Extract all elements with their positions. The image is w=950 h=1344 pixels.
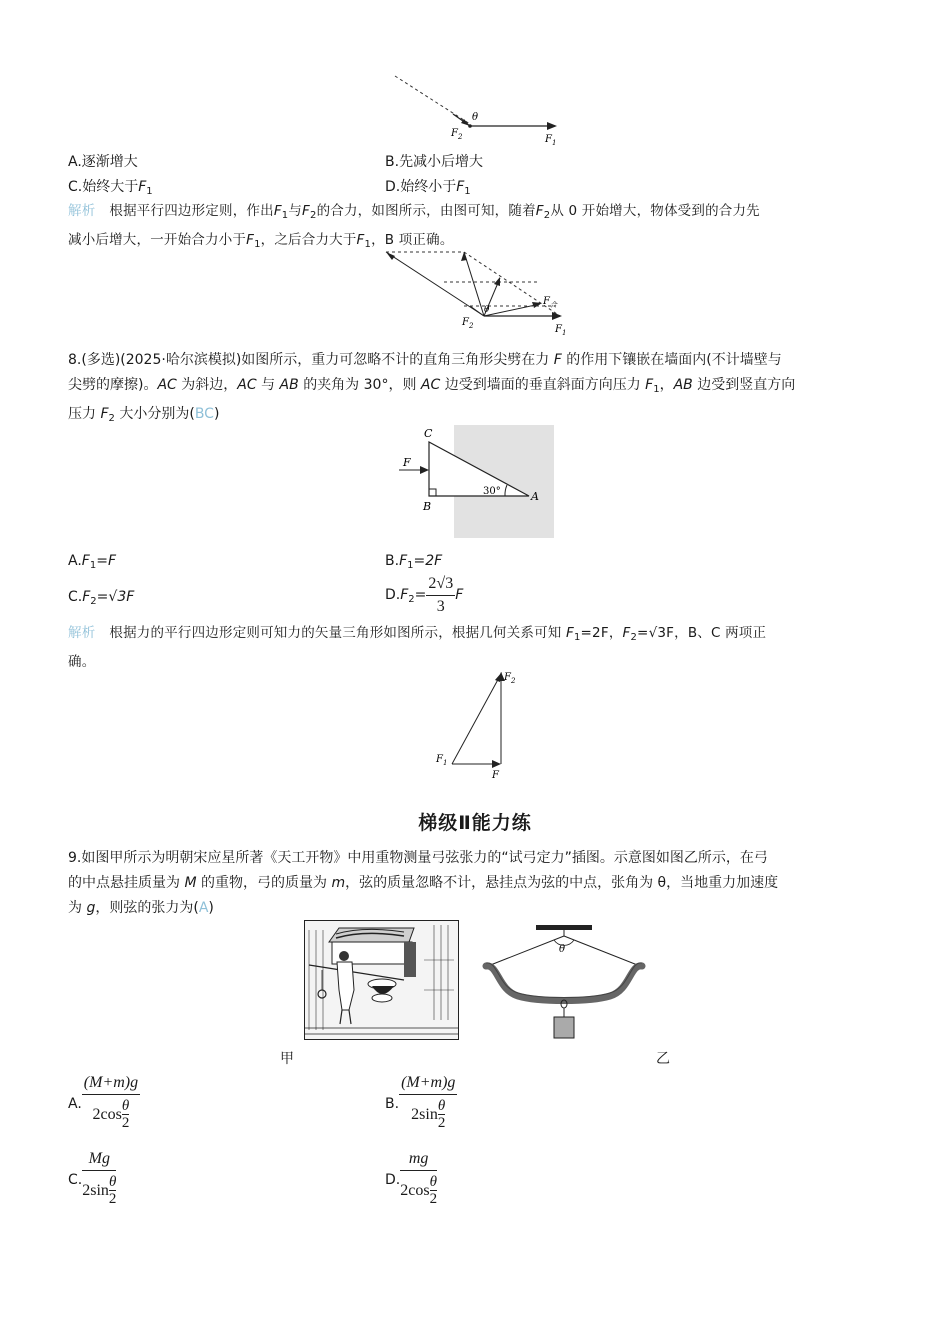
svg-text:F1: $F_1$ (545, 134, 557, 147)
q8-stem: 8.(多选)(2025·哈尔滨模拟)如图所示，重力可忽略不计的直角三角形尖劈在力 F 的作用下镶嵌在墙面内(不计墙壁与 尖劈的摩擦)。AC 为斜边，AC 与 AB 的夹角为 30°，则 AC 边受到墙面的垂直斜面方向压力 $F_1$，AB 边受到竖直方向 压力 $F_2$ 大小分别为(BC) (68, 352, 796, 424)
q9-bow-schematic (478, 920, 650, 1042)
svg-text:F2: $F_2$ (504, 672, 516, 685)
svg-text:C: C (424, 427, 433, 440)
q7-option-d[interactable]: D.始终小于$F_1$ (385, 179, 471, 197)
svg-text:A: A (531, 490, 539, 503)
q7-option-c[interactable]: C.始终大于$F_1$ (68, 179, 153, 197)
q9-stem: 9.如图甲所示为明朝宋应星所著《天工开物》中用重物测量弓弦张力的“试弓定力”插图。示意图如图乙所示，在弓 的中点悬挂质量为 M 的重物，弓的质量为 m，弦的质量忽略不计，悬挂点为弦的中点，张角为 θ，当地重力加速度 为 g，则弦的张力为(A) (68, 850, 779, 916)
section-title: 梯级Ⅱ能力练 (418, 812, 532, 834)
q9-option-c[interactable]: C. Mg 2sin $\frac{\theta}{2}$ (68, 1150, 117, 1208)
svg-text:θ: θ (484, 305, 490, 315)
q8-option-b[interactable]: $B.F_1=2F$ (385, 553, 443, 571)
q8-answer: BC (194, 406, 214, 422)
q7-angle-figure (385, 70, 575, 150)
q8-wedge-figure (393, 424, 558, 540)
svg-text:θ: θ (559, 944, 566, 955)
svg-text:F: F (403, 456, 411, 469)
q9-woodcut-illustration (304, 920, 459, 1040)
q7-analysis: 解析 根据平行四边形定则，作出$F_1$与$F_2$的合力，如图所示，由图可知，随着$F_2$从 0 开始增大，物体受到的合力先 减小后增大，一开始合力小于$F_1$，之后合力大于$F_1$，B 项正确。 (68, 203, 760, 250)
q8-vector-triangle (432, 668, 527, 783)
q9-option-b[interactable]: B. (M+m)g 2sin $\frac{\theta}{2}$ (385, 1074, 456, 1132)
q7-fig-theta: θ (472, 112, 479, 123)
q8-option-c[interactable]: $C.F_2=√3F$ (68, 589, 135, 607)
q9-option-d[interactable]: D. mg 2cos $\frac{\theta}{2}$ (385, 1150, 438, 1208)
svg-text:30°: 30° (483, 486, 501, 497)
q9-answer: A (198, 900, 209, 916)
svg-text:F1: $F_1$ (436, 754, 448, 767)
q7-option-a[interactable]: A.逐渐增大 (68, 154, 138, 170)
svg-text:F2: $F_2$ (451, 128, 463, 141)
q7-option-b[interactable]: B.先减小后增大 (385, 154, 484, 170)
q8-analysis: 解析 根据力的平行四边形定则可知力的矢量三角形如图所示，根据几何关系可知 $F_1=2F$，$F_2=√3F$，B、C 两项正 确。 (68, 625, 767, 670)
svg-text:F2: $F_2$ (462, 317, 474, 330)
q9-caption-right: 乙 (656, 1051, 670, 1067)
q9-option-a[interactable]: A. (M+m)g 2cos $\frac{\theta}{2}$ (68, 1074, 139, 1132)
q7-parallelogram-figure (380, 248, 580, 338)
q8-option-a[interactable]: $A.F_1=F$ (68, 553, 117, 571)
svg-text:B: B (423, 500, 432, 513)
q9-caption-left: 甲 (280, 1051, 294, 1067)
svg-text:F合: $F_合$ (543, 296, 557, 309)
q8-option-d[interactable]: $D.F_2=$ $\frac{2√3}{3}$ F (385, 574, 464, 615)
svg-text:F: F (492, 770, 499, 781)
svg-text:F1: $F_1$ (555, 324, 567, 337)
